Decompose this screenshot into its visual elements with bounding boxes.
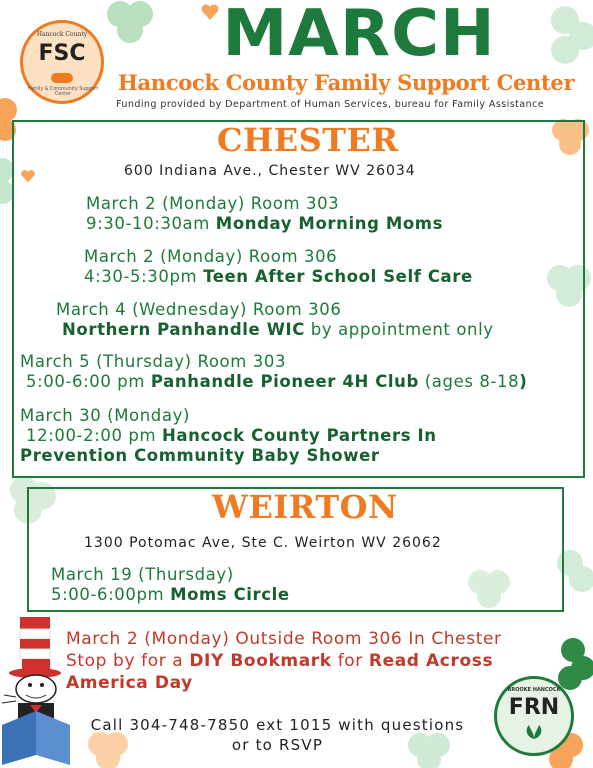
contact-rsvp-line: or to RSVP [231,736,324,754]
promo-occasion: Read Across [368,651,494,671]
weirton-title: WEIRTON [212,488,398,526]
frn-logo [494,676,574,756]
event-name: Moms Circle [170,585,290,604]
event-time: 5:00-6:00pm [51,585,171,604]
event-date: March 2 (Monday) Room 303 [86,194,340,213]
event-moms-circle [51,565,290,605]
weirton-address: 1300 Potomac Ave, Ste C. Weirton WV 26062 [84,535,442,551]
event-time: 4:30-5:30pm [84,267,204,286]
leaf-icon [523,723,545,741]
contact-phone-line: Call 304-748-7850 ext 1015 with questions [90,716,465,734]
fsc-logo-hands-icon [51,73,73,83]
event-date: March 19 (Thursday) [51,565,234,584]
event-time: 9:30-10:30am [86,214,216,233]
event-time: 12:00-2:00 pm [26,426,162,445]
month-title: MARCH [222,0,496,71]
fsc-logo-top-text: Hancock County [36,31,88,38]
shamrock-decoration-icon [95,0,165,52]
event-note-close: ) [519,372,528,391]
organization-name: Hancock County Family Support Center [118,70,575,95]
event-note: (ages 8-18 [418,372,520,391]
event-time: 5:00-6:00 pm [26,372,151,391]
heart-decoration-icon [200,2,220,22]
event-monday-morning-moms [86,194,443,234]
promo-activity: DIY Bookmark [189,651,332,671]
event-note: by appointment only [304,320,494,339]
chester-address: 600 Indiana Ave., Chester WV 26034 [124,163,416,179]
fsc-logo-ring-text: Family & Community Support Center [27,87,99,97]
promo-event [66,628,502,694]
event-4h-club [20,352,527,392]
event-teen-self-care [84,247,473,287]
event-date: March 4 (Wednesday) Room 306 [56,300,342,319]
shamrock-decoration-icon [535,0,593,70]
chester-title: CHESTER [217,121,399,159]
promo-text-for: for [331,651,369,671]
frn-logo-letters: FRN [508,695,560,720]
event-date: March 5 (Thursday) Room 303 [20,352,287,371]
funding-note: Funding provided by Department of Human Services, bureau for Family Assistance [116,99,545,110]
event-date: March 30 (Monday) [20,406,190,425]
event-name: Panhandle Pioneer 4H Club [150,372,419,391]
event-date: March 2 (Monday) Room 306 [84,247,338,266]
event-name: Monday Morning Moms [215,214,444,233]
event-name: Northern Panhandle WIC [62,320,305,339]
promo-occasion-continued: America Day [66,673,193,693]
event-name: Hancock County Partners In [162,426,437,445]
event-name-continued: Prevention Community Baby Shower [20,446,380,465]
promo-text: Stop by for a [66,651,190,671]
fsc-logo [20,20,104,104]
contact-info [80,715,475,755]
fsc-logo-letters: FSC [38,41,86,66]
promo-date: March 2 (Monday) Outside Room 306 In Chester [66,629,502,649]
event-baby-shower [20,406,437,466]
event-name: Teen After School Self Care [203,267,473,286]
event-wic [56,300,494,340]
frn-logo-top-text: BROOKE HANCOCK [507,687,561,693]
